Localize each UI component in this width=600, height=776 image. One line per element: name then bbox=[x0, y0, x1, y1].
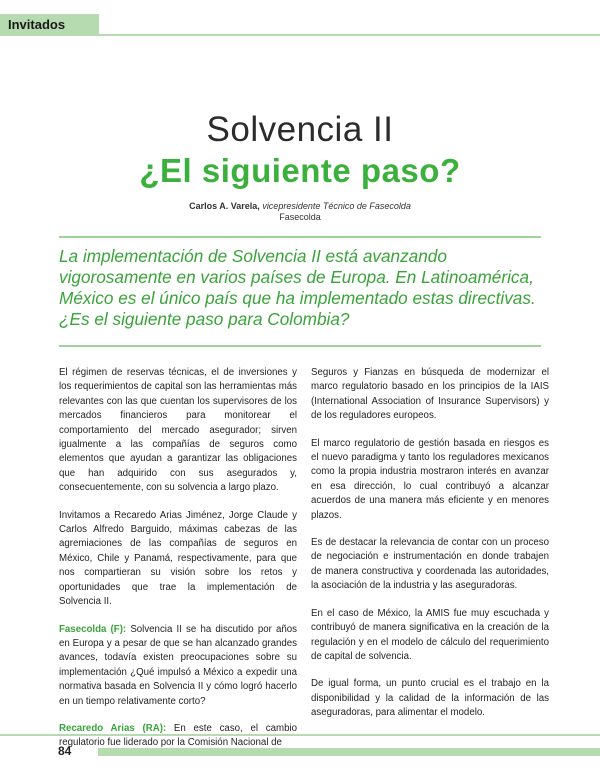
lead-paragraph: La implementación de Solvencia II está avanzando vigorosamente en varios países de Europa. En Latinoamérica, México es el único país que ha implementado estas directivas. ¿Es el siguiente paso para Colombia? bbox=[59, 246, 536, 329]
interview-answer bbox=[59, 722, 297, 751]
paragraph: El marco regulatorio de gestión basada en riesgos es el nuevo paradigma y tanto los reguladores mexicanos como la propia industria mostraron interés en avanzar en esa dirección, lo cual contribuyó a alcanzar acuerdos de una manera más eficiente y en menores plazos. bbox=[311, 437, 549, 521]
author-name: Carlos A. Varela, bbox=[189, 201, 260, 211]
paragraph: El régimen de reservas técnicas, el de inversiones y los requerimientos de capital son las herramientas más relevantes con las que cuentan los supervisores de los mercados financieros para monitorear el comportamiento del mercado asegurador; sirven igualmente a las compañías de seguros como elementos que ayudan a garantizar las obligaciones que han adquirido con sus asegurados y, consecuentemente, con su solvencia a largo plazo. bbox=[59, 367, 297, 494]
article-title: Solvencia II bbox=[206, 110, 394, 149]
lead-rule-bottom bbox=[59, 345, 541, 347]
paragraph: Es de destacar la relevancia de contar con un proceso de negociación e instrumentación en donde trabajen de manera constructiva y coordenada las autoridades, la asociación de la industria y las aseguradoras. bbox=[311, 537, 549, 592]
body-column-left bbox=[59, 366, 297, 764]
answer-text: En este caso, el cambio regulatorio fue liderado por la Comisión Nacional de bbox=[59, 722, 297, 749]
footer-bar bbox=[98, 748, 600, 756]
page-number: 84 bbox=[58, 744, 72, 758]
paragraph: De igual forma, un punto crucial es el trabajo en la disponibilidad y la calidad de la información de las aseguradoras, para alimentar el modelo. bbox=[311, 678, 549, 719]
paragraph: En el caso de México, la AMIS fue muy escuchada y contribuyó de manera significativa en la creación de la regulación y en el modelo de cálculo del requerimiento de capital de solvencia. bbox=[311, 607, 549, 662]
interview-question bbox=[59, 623, 297, 709]
article-subtitle: ¿El siguiente paso? bbox=[139, 152, 461, 189]
question-text: Solvencia II se ha discutido por años en Europa y a pesar de que se han alcanzado grandes avances, todavía existen preocupaciones sobre su implementación ¿Qué impulsó a México a expedir una normativa basada en Solvencia II y cómo logró hacerlo en un tiempo relativamente corto? bbox=[59, 623, 297, 707]
byline bbox=[0, 201, 600, 223]
header-rule bbox=[99, 34, 600, 36]
paragraph: Seguros y Fianzas en búsqueda de modernizar el marco regulatorio basado en los principios de la IAIS (International Association of Insurance Supervisors) y de los reguladores europeos. bbox=[311, 367, 549, 422]
author-role: vicepresidente Técnico de Fasecolda bbox=[262, 201, 411, 211]
footer-rule bbox=[0, 734, 600, 736]
speaker-label: Fasecolda (F): bbox=[59, 623, 127, 635]
author-org: Fasecolda bbox=[279, 212, 321, 222]
body-column-right bbox=[311, 366, 549, 734]
paragraph: Invitamos a Recaredo Arias Jiménez, Jorge Claude y Carlos Alfredo Barguido, máximas cabezas de las agremiaciones de las compañías de seguros en México, Chile y Panamá, respectivamente, para que nos compartieran su visión sobre los retos y oportunidades que trae la implementación de Solvencia II. bbox=[59, 509, 297, 608]
speaker-label: Recaredo Arias (RA): bbox=[59, 722, 167, 734]
lead-rule-top bbox=[59, 236, 541, 238]
section-tag: Invitados bbox=[0, 14, 99, 36]
